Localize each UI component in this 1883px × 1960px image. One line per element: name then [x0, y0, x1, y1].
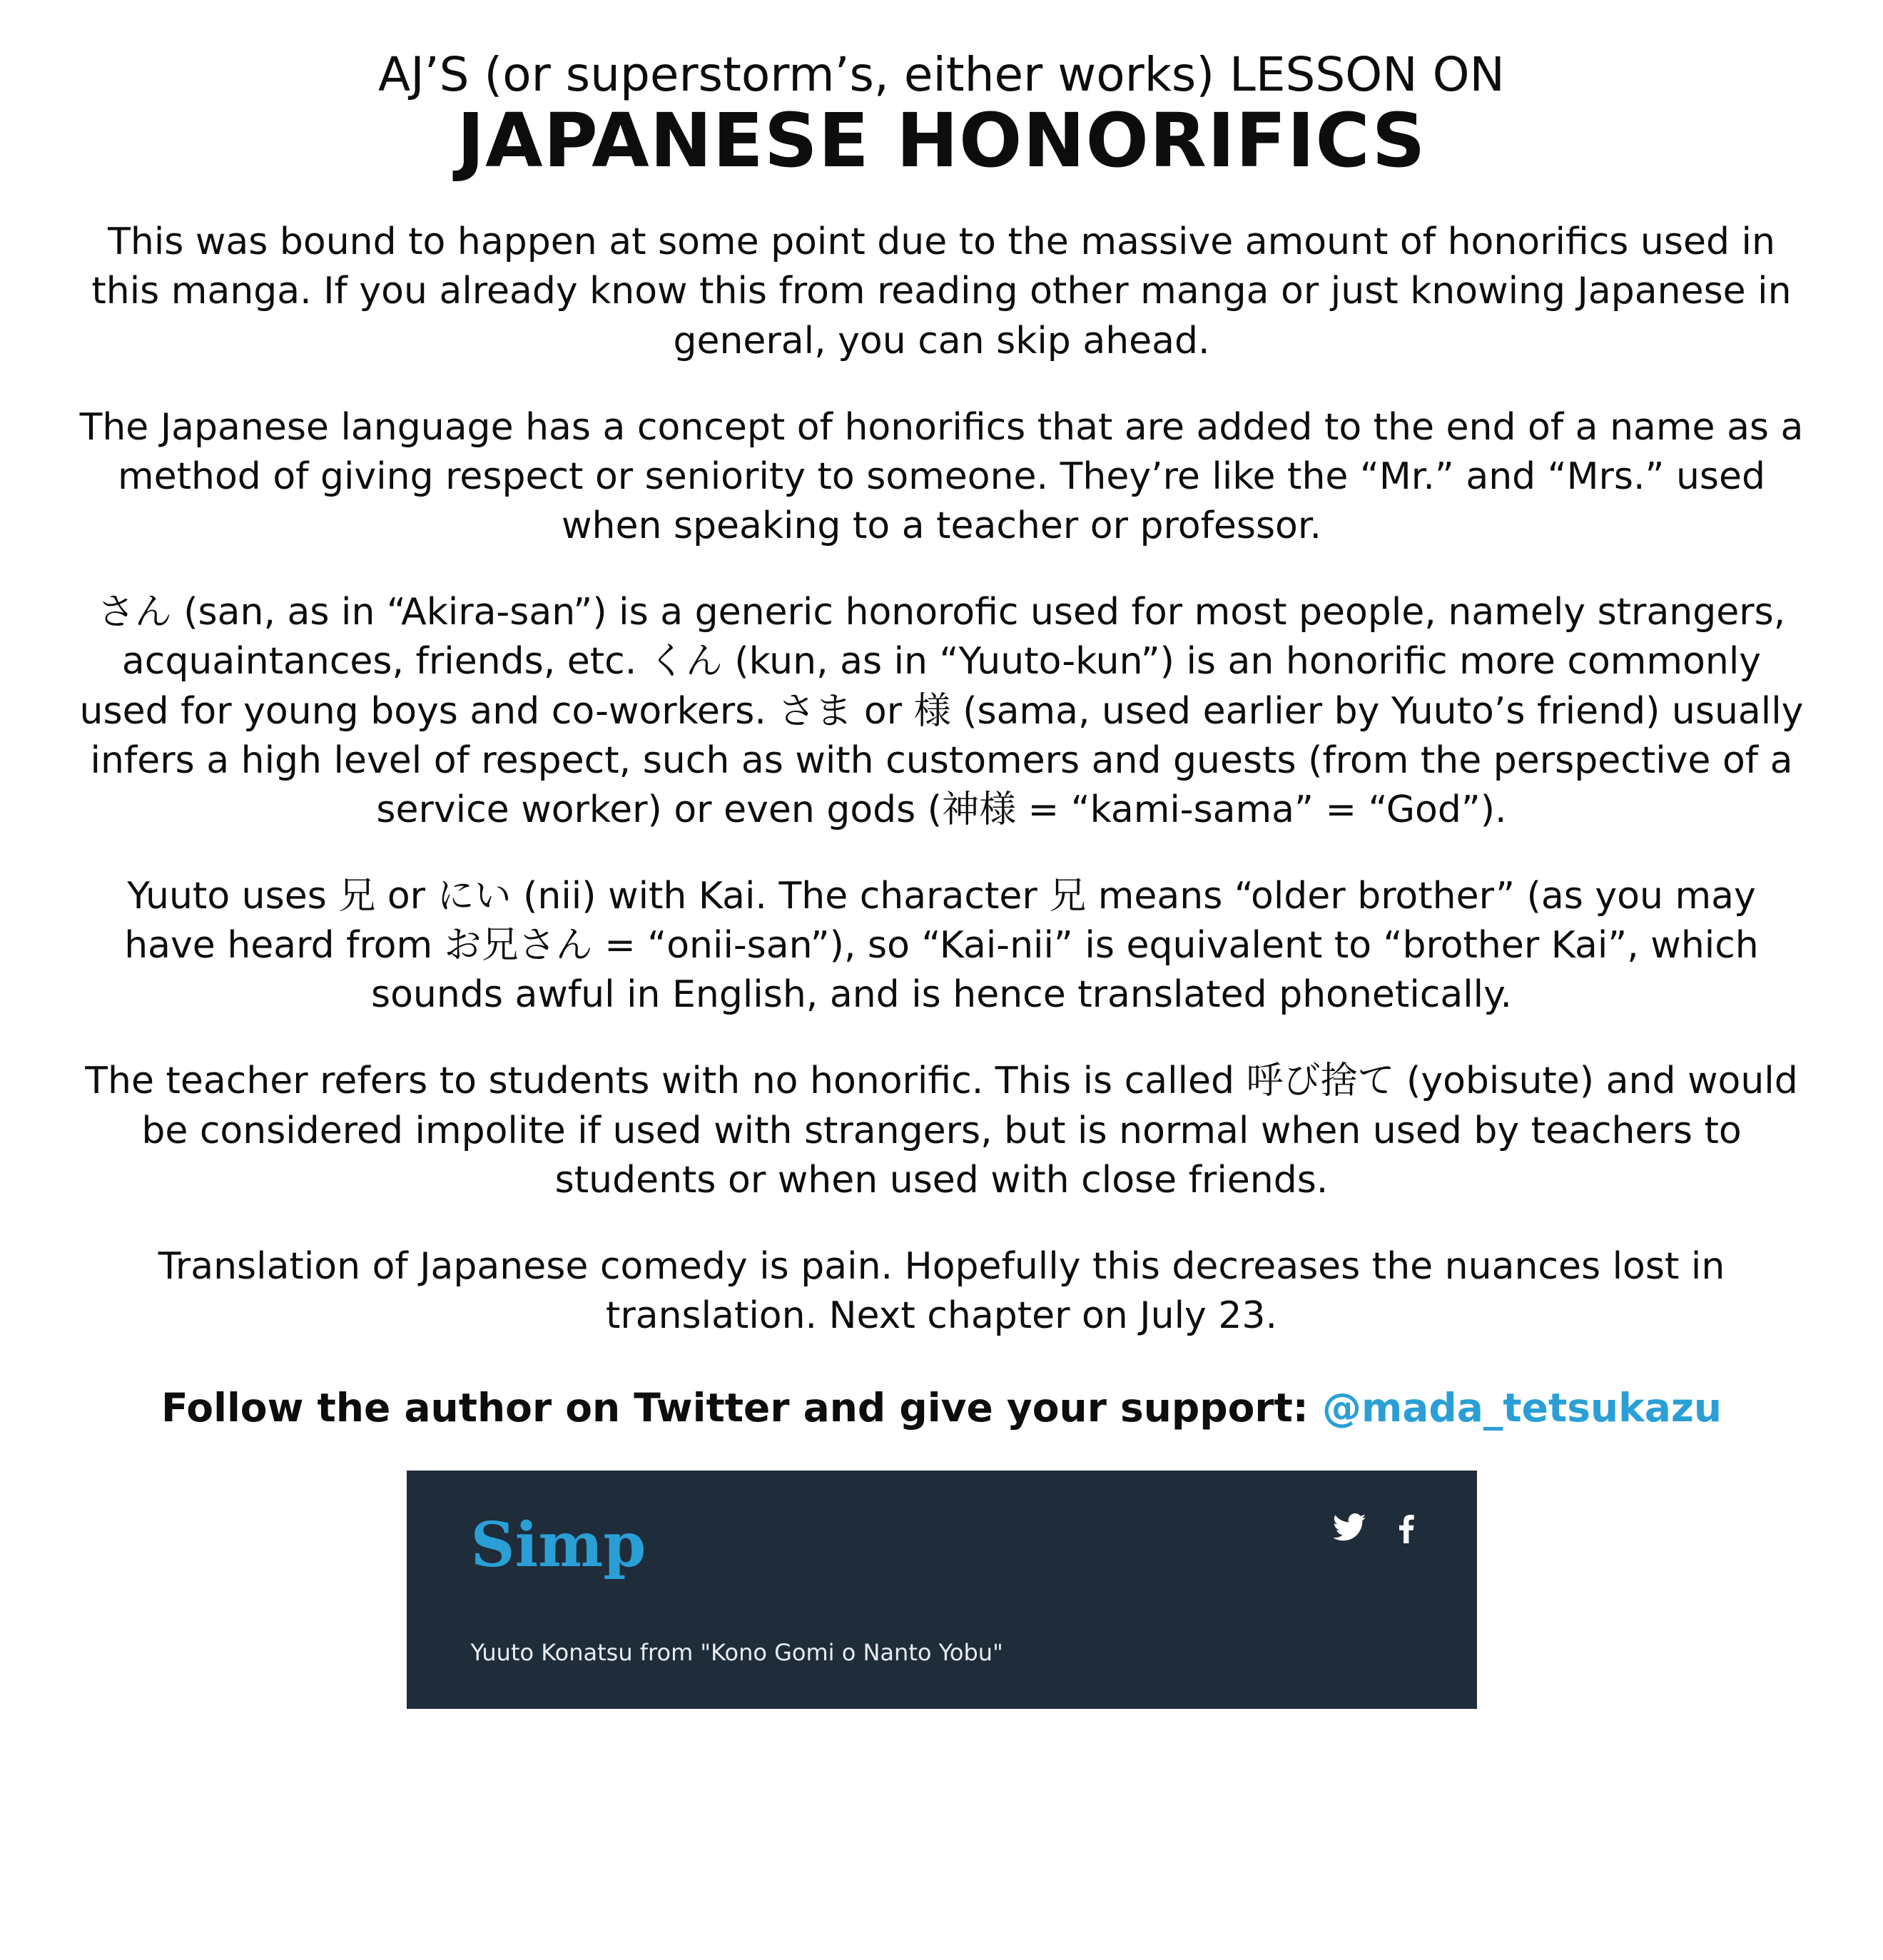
- page-title: [57, 47, 1826, 185]
- card-social-icons: [1333, 1512, 1416, 1543]
- lesson-body: [57, 218, 1826, 1341]
- facebook-icon[interactable]: [1397, 1512, 1416, 1543]
- title-main-line: JAPANESE HONORIFICS: [457, 97, 1426, 185]
- follow-text: Follow the author on Twitter and give your support:: [161, 1385, 1309, 1431]
- paragraph-intro: This was bound to happen at some point due to the massive amount of honorifics used in this manga. If you already know this from reading other manga or just knowing Japanese in general, you can skip ahead.: [91, 220, 1792, 362]
- card-title: Simp: [470, 1509, 646, 1582]
- card-subtitle: Yuuto Konatsu from "Kono Gomi o Nanto Yobu": [470, 1639, 1003, 1667]
- paragraph-nii: Yuuto uses 兄 or にい (nii) with Kai. The character 兄 means “older brother” (as you may have heard from お兄さん = “onii-san”), so “Kai-nii” is equivalent to “brother Kai”, which sounds awful in English, and is hence translated phonetically.: [124, 875, 1759, 1017]
- title-subtitle-line: AJ’S (or superstorm’s, either works) LESSON ON: [378, 47, 1505, 102]
- paragraph-san-kun-sama: さん (san, as in “Akira-san”) is a generic honorofic used for most people, namely strangers, acquaintances, friends, etc. くん (kun, as in “Yuuto-kun”) is an honorific more commonly used for young boys and co-workers. さま or 様 (sama, used earlier by Yuuto’s friend) usually infers a high level of respect, such as with customers and guests (from the perspective of a service worker) or even gods (神様 = “kami-sama” = “God”).: [79, 591, 1804, 831]
- twitter-icon[interactable]: [1333, 1513, 1366, 1542]
- paragraph-yobisute: The teacher refers to students with no honorific. This is called 呼び捨て (yobisute) and would be considered impolite if used with strangers, but is normal when used by teachers to students or when used with close friends.: [85, 1060, 1798, 1202]
- paragraph-concept: The Japanese language has a concept of honorifics that are added to the end of a name as a method of giving respect or seniority to someone. They’re like the “Mr.” and “Mrs.” used when speaking to a teacher or professor.: [79, 405, 1804, 548]
- embed-card[interactable]: [407, 1471, 1477, 1709]
- follow-line: [57, 1385, 1826, 1431]
- paragraph-closing: Translation of Japanese comedy is pain. Hopefully this decreases the nuances lost in translation. Next chapter on July 23.: [158, 1244, 1725, 1338]
- twitter-handle-link[interactable]: @mada_tetsukazu: [1321, 1385, 1722, 1431]
